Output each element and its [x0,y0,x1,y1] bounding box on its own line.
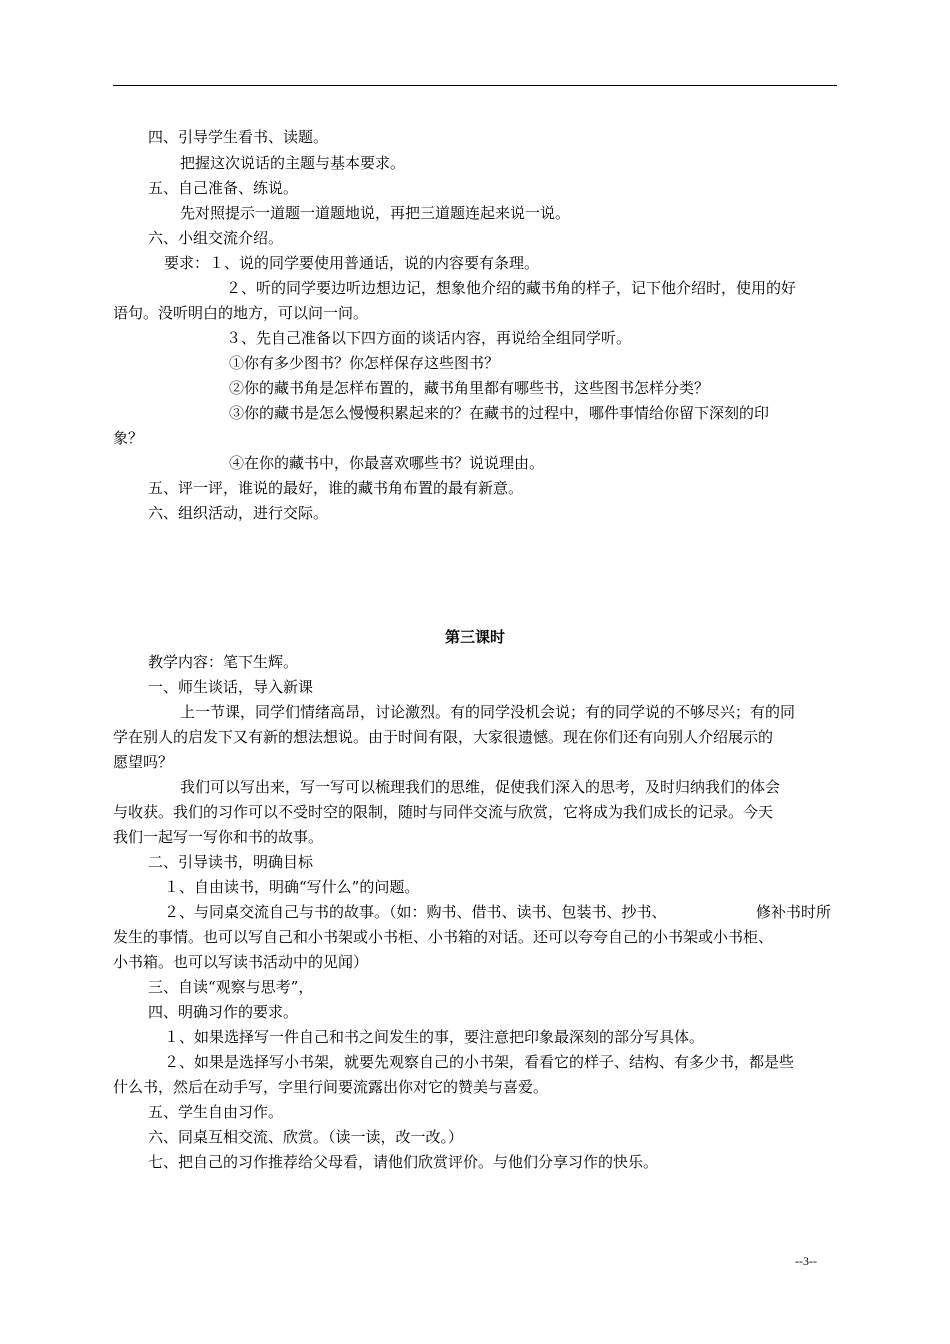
text-line: 五、学生自由习作。 [148,1103,284,1121]
text-line: 二、引导读书，明确目标 [148,853,314,871]
text-line: １、如果选择写一件自己和书之间发生的事，要注意把印象最深刻的部分写具体。 [164,1028,705,1046]
text-line: 四、明确习作的要求。 [148,1003,299,1021]
text-line: 六、组织活动，进行交际。 [148,504,329,522]
text-line: 什么书，然后在动手写，字里行间要流露出你对它的赞美与喜爱。 [113,1078,549,1096]
text-line: 一、师生谈话，导入新课 [148,678,314,696]
text-line: 教学内容：笔下生辉。 [148,653,299,671]
text-line: 语句。没听明白的地方，可以问一问。 [113,304,369,322]
section-title: 第三课时 [444,628,505,646]
text-line: ③你的藏书是怎么慢慢积累起来的？在藏书的过程中，哪件事情给你留下深刻的印 [229,404,770,422]
text-line: 我们一起写一写你和书的故事。 [113,828,324,846]
text-line: 六、同桌互相交流、欣赏。（读一读，改一改。） [148,1128,464,1146]
text-line: 五、评一评，谁说的最好，谁的藏书角布置的最有新意。 [148,479,524,497]
text-line: 象？ [113,429,144,447]
text-line: 要求：１、说的同学要使用普通话，说的内容要有条理。 [164,254,540,272]
text-line: 上一节课，同学们情绪高昂，讨论激烈。有的同学没机会说；有的同学说的不够尽兴；有的同 [180,703,796,721]
text-line: ②你的藏书角是怎样布置的，藏书角里都有哪些书，这些图书怎样分类？ [229,379,710,397]
text-line: ２、如果是选择写小书架，就要先观察自己的小书架，看看它的样子、结构、有多少书，都是些 [164,1053,795,1071]
text-line: 五、自己准备、练说。 [148,179,299,197]
text-line: ２、与同桌交流自己与书的故事。（如：购书、借书、读书、包装书、抄书、 [164,903,667,921]
text-line: ２、听的同学要边听边想边记，想象他介绍的藏书角的样子，记下他介绍时，使用的好 [226,279,797,297]
text-line: 愿望吗？ [113,753,174,771]
text-line: ④在你的藏书中，你最喜欢哪些书？说说理由。 [229,454,545,472]
header-rule [113,85,837,86]
text-line: 发生的事情。也可以写自己和小书架或小书柜、小书箱的对话。还可以夸夸自己的小书架或小书柜、 [113,928,774,946]
text-line: １、自由读书，明确“写什么”的问题。 [164,878,420,896]
text-line: 先对照提示一道题一道题地说，再把三道题连起来说一说。 [180,204,571,222]
text-line: 我们可以写出来，写一写可以梳理我们的思维，促使我们深入的思考，及时归纳我们的体会 [180,778,781,796]
text-line: 学在别人的启发下又有新的想法想说。由于时间有限，大家很遗憾。现在你们还有向别人介绍展示的 [113,728,774,746]
page-number: --3-- [795,1254,817,1268]
text-line: 七、把自己的习作推荐给父母看，请他们欣赏评价。与他们分享习作的快乐。 [148,1153,659,1171]
text-line: ３、先自己准备以下四方面的谈话内容，再说给全组同学听。 [226,329,632,347]
text-line: 三、自读“观察与思考”， [148,978,314,996]
text-line: 修补书时所 [756,903,832,921]
text-line: ①你有多少图书？你怎样保存这些图书？ [229,354,500,372]
text-line: 小书箱。也可以写读书活动中的见闻） [113,953,369,971]
text-line: 六、小组交流介绍。 [148,229,284,247]
text-line: 把握这次说话的主题与基本要求。 [180,154,406,172]
text-line: 四、引导学生看书、读题。 [148,128,329,146]
text-line: 与收获。我们的习作可以不受时空的限制，随时与同伴交流与欣赏，它将成为我们成长的记录。今天 [113,803,774,821]
